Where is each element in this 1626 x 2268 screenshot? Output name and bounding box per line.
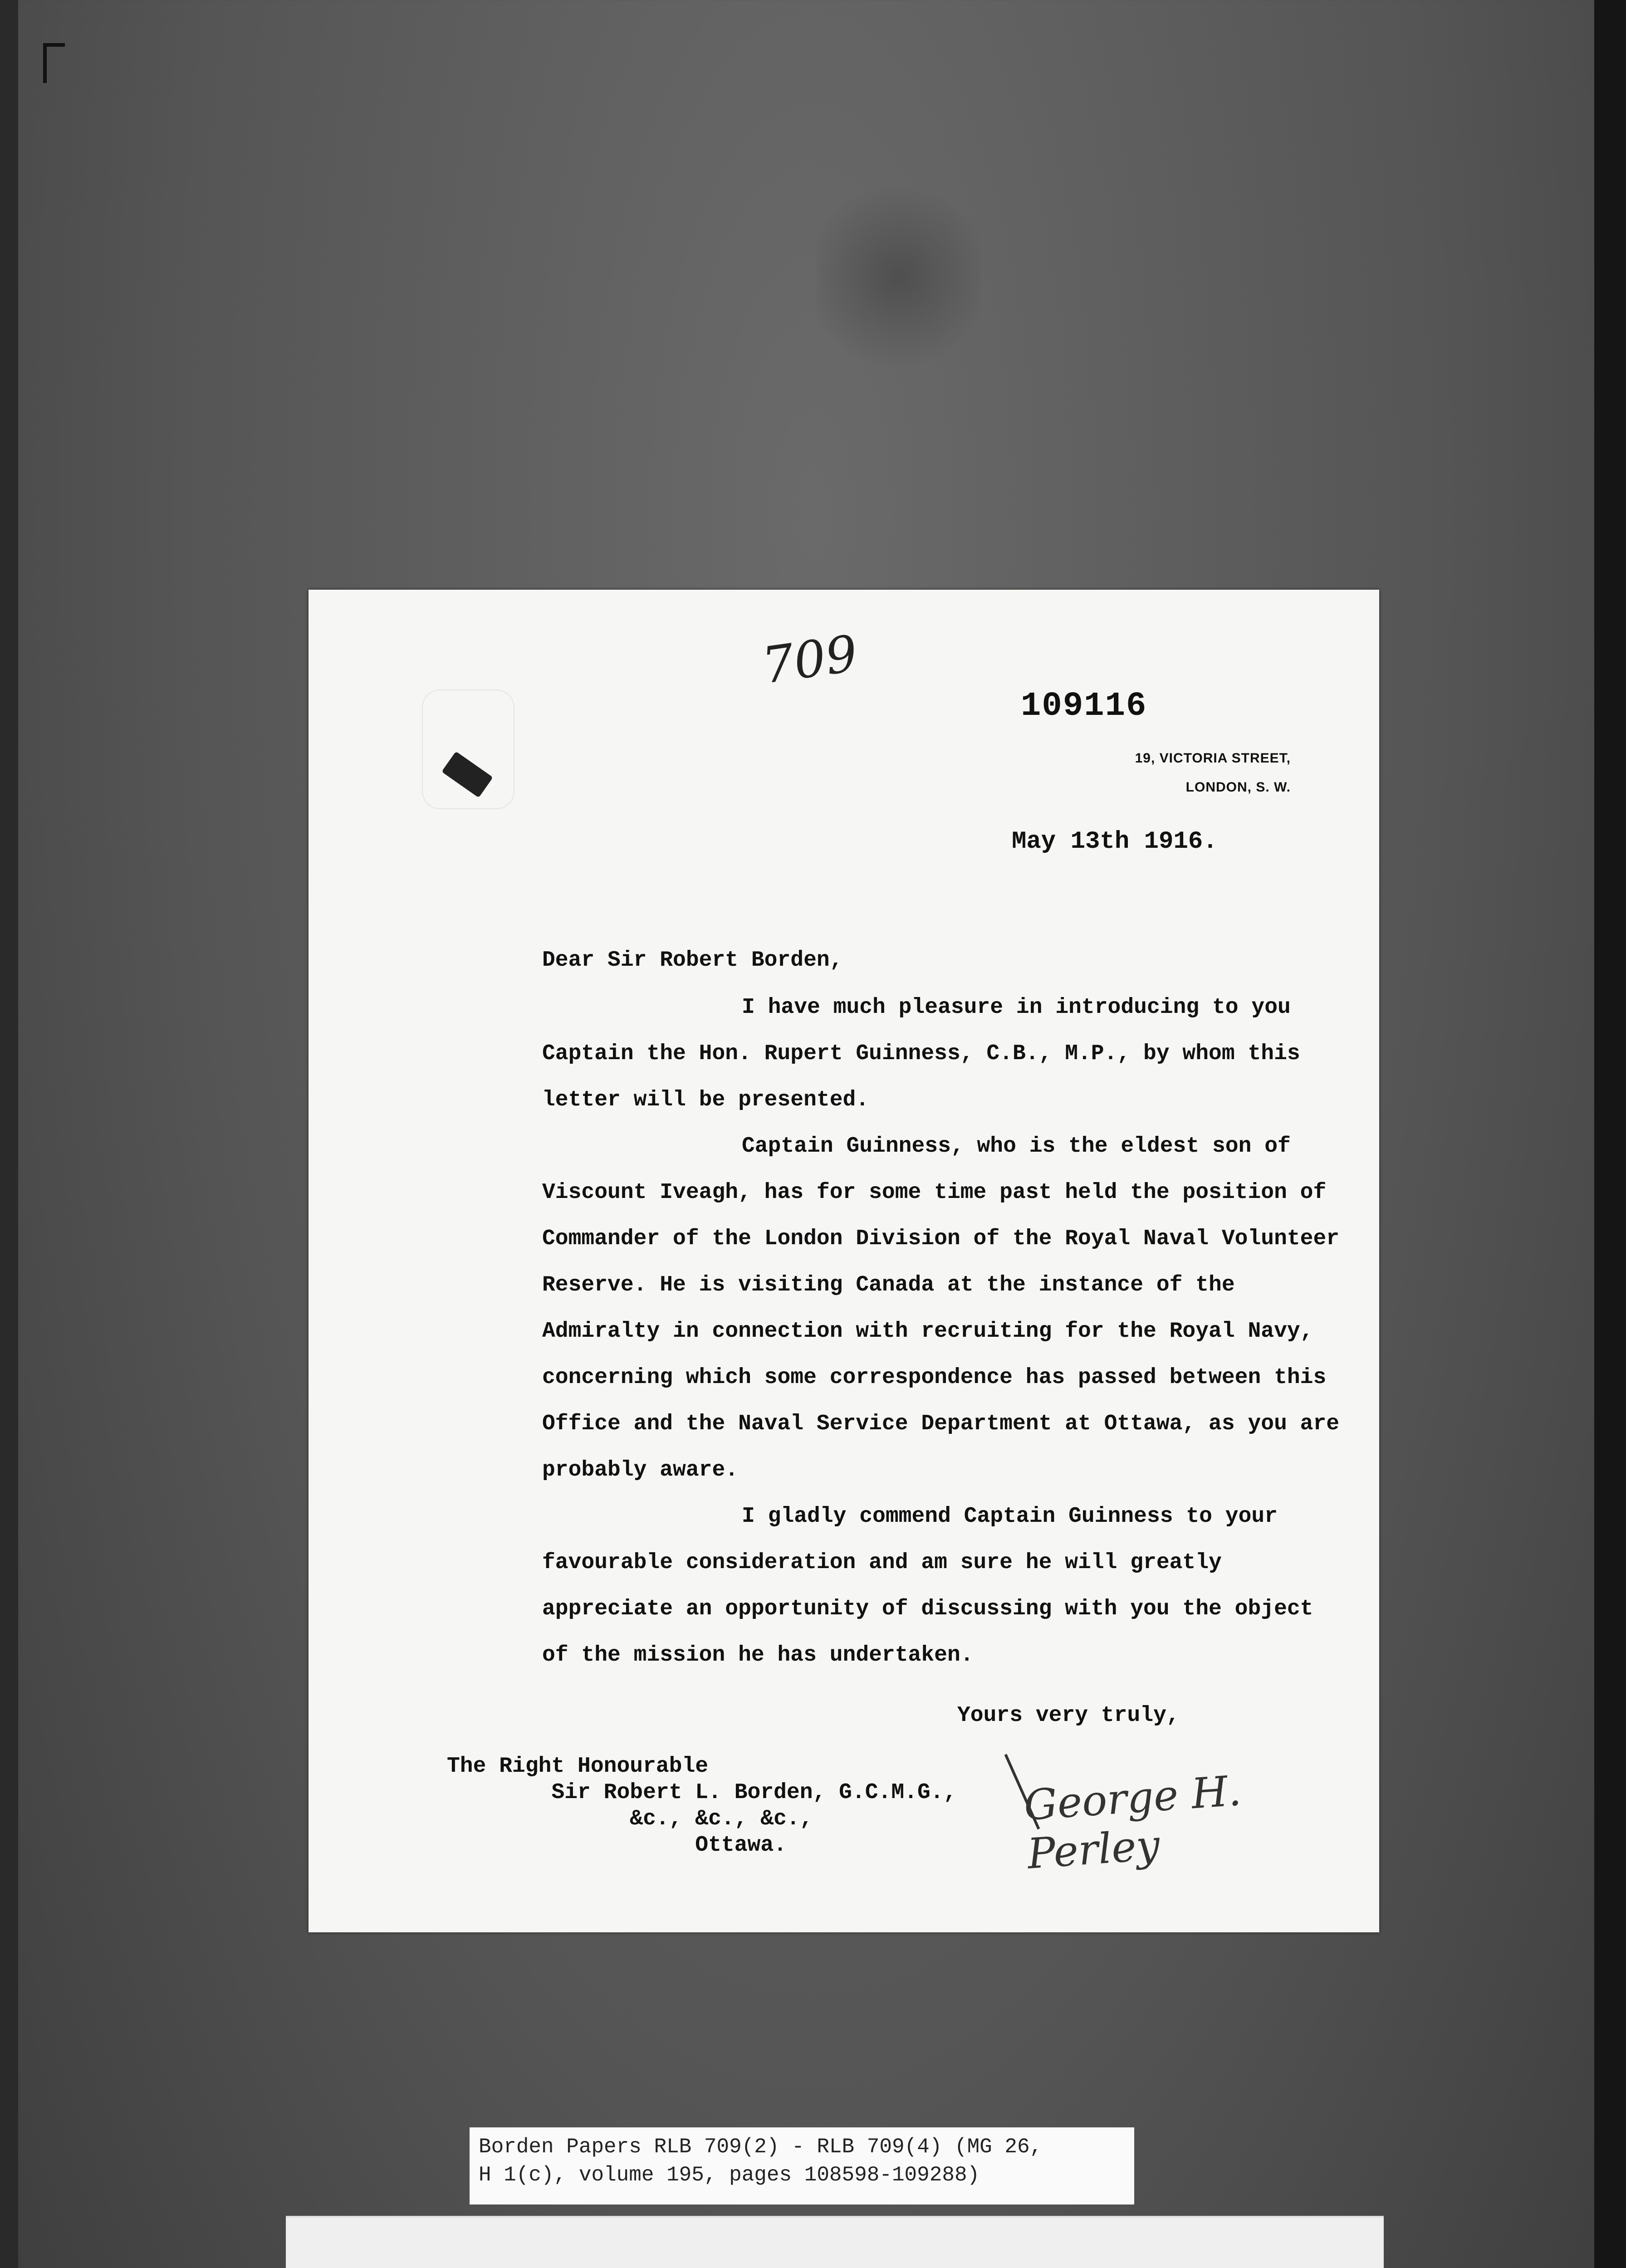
reference-label <box>470 2127 1134 2204</box>
addressee-line: Ottawa. <box>447 1833 787 1857</box>
letter-date: May 13th 1916. <box>1012 828 1218 855</box>
addressee-line: &c., &c., &c., <box>447 1807 813 1831</box>
paragraph: I gladly commend Captain Guinness to your favourable consideration and am sure he will greatly appreciate an opportunity of discussing with you the object of the mission he has undertaken. <box>542 1504 1313 1667</box>
letter-sheet <box>309 590 1379 1932</box>
archives-card <box>286 2216 1384 2268</box>
corner-mark <box>43 43 65 83</box>
document-number: 109116 <box>1021 687 1147 725</box>
background-smudge <box>817 172 980 381</box>
faint-embossed-stamp <box>422 689 514 809</box>
sender-address <box>1135 744 1291 802</box>
reference-line: H 1(c), volume 195, pages 108598-109288) <box>479 2163 980 2187</box>
address-line: 19, VICTORIA STREET, <box>1135 751 1291 766</box>
addressee-line: Sir Robert L. Borden, G.C.M.G., <box>447 1780 957 1805</box>
letter-body <box>542 984 1341 1678</box>
addressee-block <box>447 1753 956 1858</box>
address-line: LONDON, S. W. <box>1185 780 1291 795</box>
film-edge-left <box>0 0 18 2268</box>
film-edge-right <box>1594 0 1626 2268</box>
addressee-line: The Right Honourable <box>447 1754 709 1779</box>
handwritten-number: 709 <box>759 624 861 695</box>
paragraph: Captain Guinness, who is the eldest son of Viscount Iveagh, has for some time past held the position of Commander of the London Division of the Royal Naval Volunteer Reserve. He is visiting Canada at the instance of the Admiralty in connection with recruiting for the Royal Navy, concerning which some correspondence has passed between this Office and the Naval Service Department at Ottawa, as you are probably aware. <box>542 1134 1340 1482</box>
reference-line: Borden Papers RLB 709(2) - RLB 709(4) (MG 26, <box>479 2135 1043 2159</box>
paragraph: I have much pleasure in introducing to you Captain the Hon. Rupert Guinness, C.B., M.P., by whom this letter will be presented. <box>542 995 1300 1112</box>
closing: Yours very truly, <box>957 1703 1180 1728</box>
salutation: Dear Sir Robert Borden, <box>542 948 843 973</box>
signature: George H. Perley <box>1022 1766 1243 1878</box>
